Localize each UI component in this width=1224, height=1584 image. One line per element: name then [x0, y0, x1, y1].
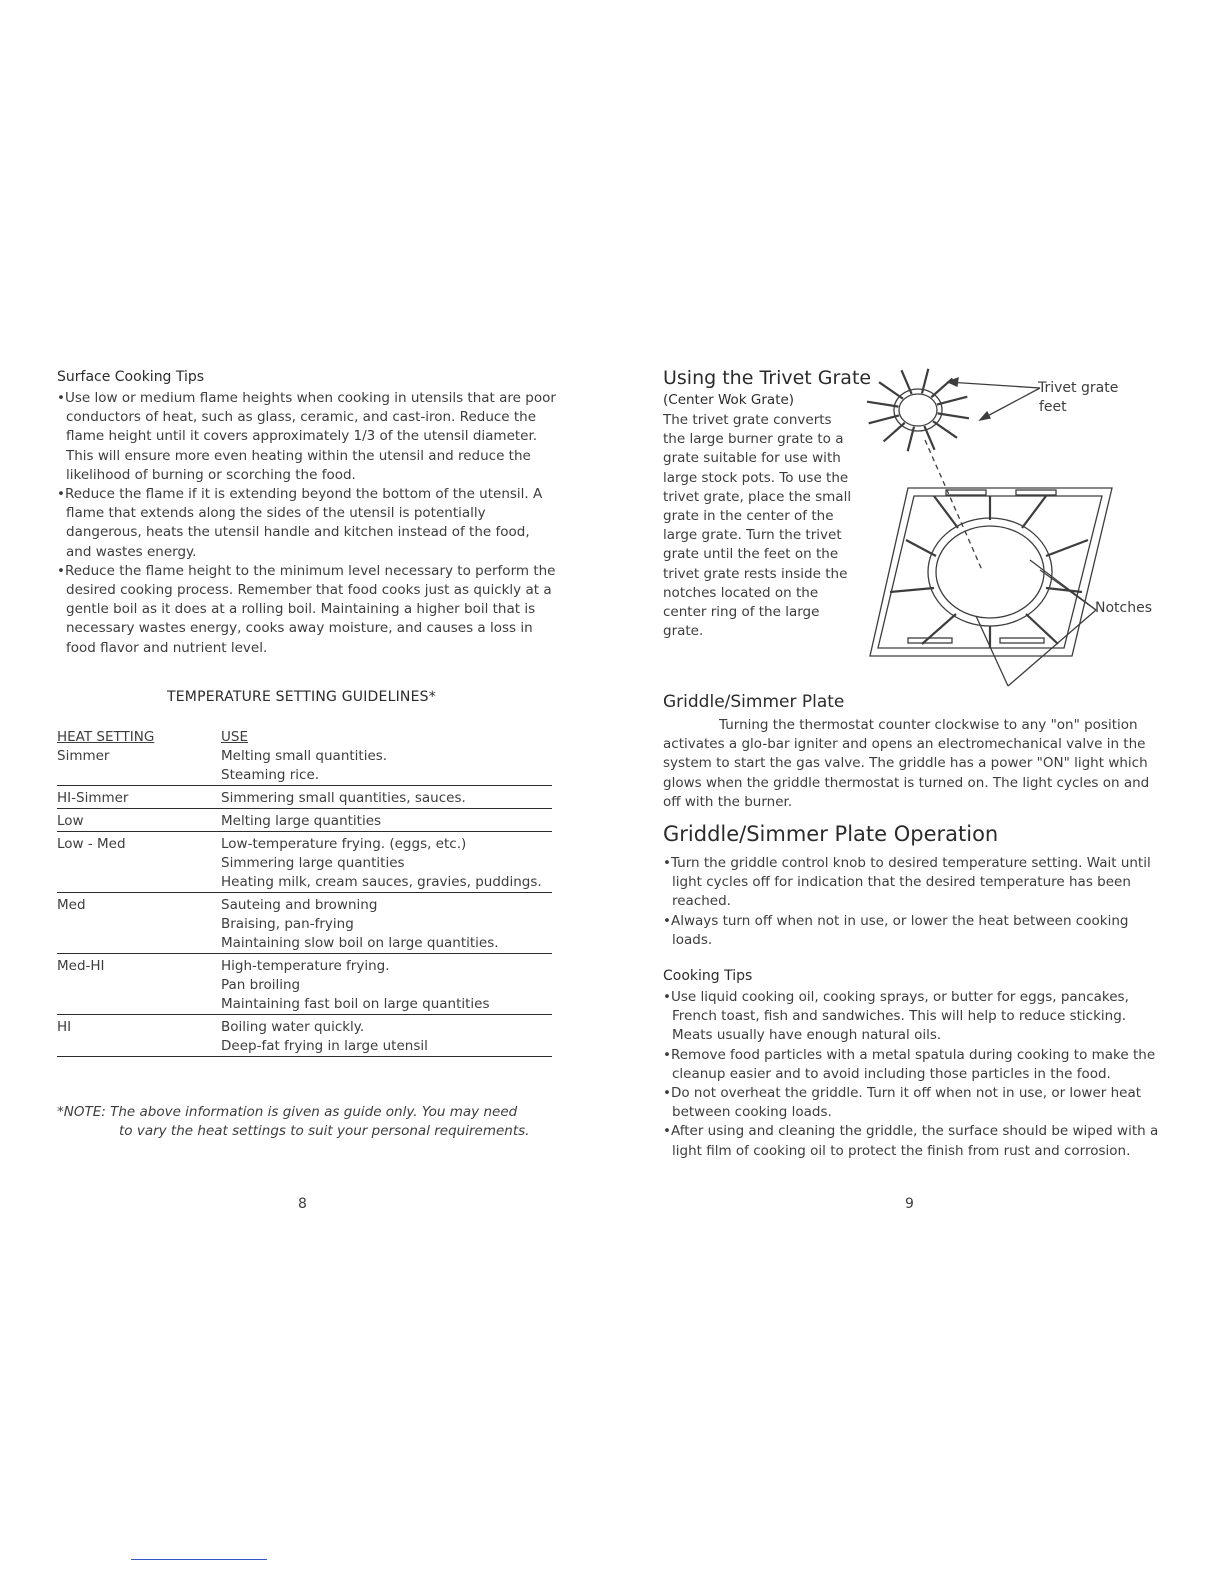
table-row	[57, 1015, 552, 1057]
trivet-spoke	[867, 402, 898, 407]
table-row	[57, 786, 552, 809]
griddle-operation-title: Griddle/Simmer Plate Operation	[663, 822, 999, 846]
use-line: High-temperature frying.	[221, 958, 390, 974]
use-cell	[221, 835, 552, 892]
trivet-feet-label-line-1: Trivet grate	[1038, 380, 1119, 396]
use-line: Simmering small quantities, sauces.	[221, 790, 466, 806]
list-item: • Use liquid cooking oil, cooking sprays, or butter for eggs, pancakes, French toast, fish and sandwiches. This will help to reduce sticking. Meats usually have enough natural oils.	[663, 988, 1163, 1046]
heat-setting-cell: Low - Med	[57, 836, 126, 852]
use-line: Melting small quantities.	[221, 748, 388, 764]
table-header	[57, 728, 552, 747]
use-line: Heating milk, cream sauces, gravies, puddings.	[221, 874, 542, 890]
trivet-spoke	[884, 423, 905, 442]
trivet-spoke	[933, 421, 957, 438]
list-item: • Reduce the flame if it is extending beyond the bottom of the utensil. A flame that extends along the sides of the utensil is potentially dangerous, heats the utensil handle and kitchen instead of the food, and wastes energy.	[57, 485, 557, 562]
use-cell	[221, 789, 552, 808]
temperature-guidelines-title: TEMPERATURE SETTING GUIDELINES*	[167, 689, 436, 705]
temperature-table	[57, 728, 552, 1057]
page-number-left: 8	[298, 1196, 307, 1212]
table-row	[57, 747, 552, 786]
trivet-spoke	[879, 382, 903, 399]
cooking-tips-title: Cooking Tips	[663, 968, 753, 984]
heat-setting-cell: HI-Simmer	[57, 790, 129, 806]
footer-divider	[131, 1559, 267, 1560]
list-item: • Use low or medium flame heights when cooking in utensils that are poor conductors of heat, such as glass, ceramic, and cast-iron. Reduce the flame height until it covers approximately 1/3 of the utensil diameter. This will ensure more even heating within the utensil and reduce the likelihood of burning or scorching the food.	[57, 389, 557, 485]
trivet-feet-label	[1038, 379, 1118, 417]
trivet-subtitle: (Center Wok Grate)	[663, 392, 795, 408]
use-line: Pan broiling	[221, 977, 301, 993]
trivet-spoke	[937, 397, 967, 405]
trivet-description: The trivet grate converts the large burner grate to a grate suitable for use with large stock pots. To use the trivet grate, place the small grate in the center of the large grate. Turn the trivet grate until the feet on the trivet grate rests inside the notches located on the center ring of the large grate.	[663, 412, 852, 640]
trivet-spoke	[924, 426, 934, 450]
surface-tips-list	[57, 389, 557, 658]
trivet-spoke	[869, 415, 899, 423]
heat-setting-cell: HI	[57, 1019, 72, 1035]
use-cell	[221, 1018, 552, 1056]
header-heat-setting: HEAT SETTING	[57, 729, 155, 745]
heat-setting-cell: Med	[57, 897, 86, 913]
list-item: • Do not overheat the griddle. Turn it off when not in use, or lower heat between cooking loads.	[663, 1084, 1163, 1122]
note-line-2: to vary the heat settings to suit your personal requirements.	[119, 1123, 530, 1140]
trivet-feet-label-line-2: feet	[1039, 399, 1067, 415]
table-row	[57, 832, 552, 893]
note-line-1: *NOTE: The above information is given as guide only. You may need	[57, 1104, 518, 1120]
surface-tips-title: Surface Cooking Tips	[57, 369, 205, 385]
large-grate-illustration	[870, 488, 1112, 656]
use-cell	[221, 812, 552, 831]
table-row	[57, 893, 552, 954]
use-line: Simmering large quantities	[221, 855, 405, 871]
use-line: Maintaining slow boil on large quantities.	[221, 935, 499, 951]
use-line: Maintaining fast boil on large quantities	[221, 996, 490, 1012]
trivet-spoke	[938, 413, 969, 418]
heat-setting-cell: Med-HI	[57, 958, 105, 974]
use-line: Boiling water quickly.	[221, 1019, 365, 1035]
trivet-spoke	[901, 370, 911, 394]
list-item: • Remove food particles with a metal spatula during cooking to make the cleanup easier and to avoid including those particles in the food.	[663, 1046, 1163, 1084]
griddle-operation-list	[663, 854, 1163, 950]
griddle-description: Turning the thermostat counter clockwise to any "on" position activates a glo-bar igniter and opens an electromechanical valve in the system to start the gas valve. The griddle has a power "ON" light which glows when the griddle thermostat is turned on. The light cycles on and off with the burner.	[663, 717, 1150, 810]
use-line: Braising, pan-frying	[221, 916, 354, 932]
use-line: Sauteing and browning	[221, 897, 378, 913]
use-cell	[221, 896, 552, 953]
list-item: • Reduce the flame height to the minimum level necessary to perform the desired cooking process. Remember that food cooks just as quickly at a gentle boil as it does at a rolling boil. Maintaining a higher boil that is necessary wastes energy, cooks away moisture, and causes a loss in food flavor and nutrient level.	[57, 562, 557, 658]
use-line: Low-temperature frying. (eggs, etc.)	[221, 836, 467, 852]
use-cell	[221, 747, 552, 785]
table-row	[57, 809, 552, 832]
cooking-tips-list	[663, 988, 1163, 1161]
griddle-title: Griddle/Simmer Plate	[663, 692, 845, 712]
heat-setting-cell: Simmer	[57, 748, 110, 764]
heat-setting-cell: Low	[57, 813, 84, 829]
list-item: • Turn the griddle control knob to desired temperature setting. Wait until light cycles off for indication that the desired temperature has been reached.	[663, 854, 1163, 912]
list-item: • After using and cleaning the griddle, the surface should be wiped with a light film of cooking oil to protect the finish from rust and corrosion.	[663, 1122, 1163, 1160]
page-number-right: 9	[905, 1196, 914, 1212]
use-line: Melting large quantities	[221, 813, 382, 829]
use-line: Deep-fat frying in large utensil	[221, 1038, 428, 1054]
trivet-title: Using the Trivet Grate	[663, 367, 872, 389]
table-note	[57, 1103, 557, 1141]
table-row	[57, 954, 552, 1015]
use-line: Steaming rice.	[221, 767, 320, 783]
use-cell	[221, 957, 552, 1014]
list-item: • Always turn off when not in use, or lower the heat between cooking loads.	[663, 912, 1163, 950]
header-use: USE	[221, 729, 248, 745]
notches-label: Notches	[1095, 600, 1153, 616]
